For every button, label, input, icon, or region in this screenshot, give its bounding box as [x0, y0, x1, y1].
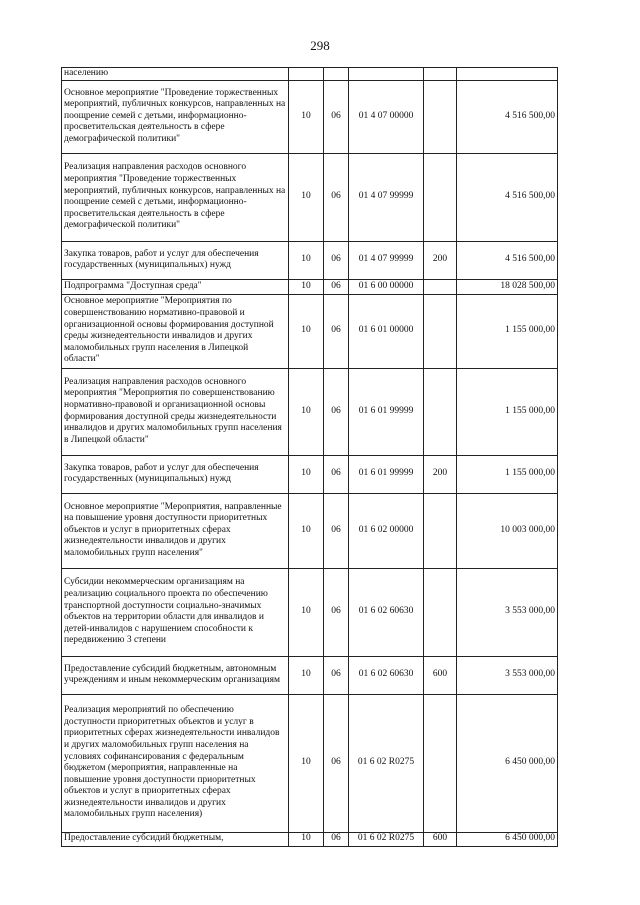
table-row	[62, 153, 558, 241]
row-expense-type	[424, 694, 457, 832]
row-name: Основное мероприятие "Мероприятия по совершенствованию нормативно-правовой и организационной основы формирования доступной среды жизнедеятельности инвалидов и других маломобильных групп населения в Липецкой области"	[62, 294, 289, 368]
row-expense-type	[424, 279, 457, 294]
row-name: Основное мероприятие "Мероприятия, направленные на повышение уровня доступности приоритетных объектов и услуг в приоритетных сферах жизнедеятельности инвалидов и других маломобильных групп населения"	[62, 493, 289, 568]
row-target-code: 01 4 07 99999	[349, 241, 424, 279]
table-row	[62, 455, 558, 493]
page-number: 298	[310, 38, 330, 53]
row-target-code: 01 6 00 00000	[349, 279, 424, 294]
row-subsection: 06	[324, 455, 349, 493]
row-target-code: 01 4 07 99999	[349, 153, 424, 241]
row-expense-type: 200	[424, 241, 457, 279]
row-target-code: 01 6 02 60630	[349, 568, 424, 656]
row-target-code: 01 6 01 99999	[349, 455, 424, 493]
row-subsection: 06	[324, 493, 349, 568]
table-row	[62, 80, 558, 153]
row-section: 10	[289, 294, 324, 368]
row-target-code	[349, 68, 424, 81]
row-subsection: 06	[324, 368, 349, 455]
row-expense-type	[424, 568, 457, 656]
row-subsection	[324, 68, 349, 81]
row-target-code: 01 6 02 00000	[349, 493, 424, 568]
row-subsection: 06	[324, 694, 349, 832]
row-subsection: 06	[324, 241, 349, 279]
row-expense-type	[424, 68, 457, 81]
row-name: Закупка товаров, работ и услуг для обеспечения государственных (муниципальных) нужд	[62, 455, 289, 493]
row-section: 10	[289, 694, 324, 832]
row-amount: 3 553 000,00	[457, 568, 558, 656]
row-section: 10	[289, 153, 324, 241]
row-subsection: 06	[324, 153, 349, 241]
row-section: 10	[289, 241, 324, 279]
table-row	[62, 279, 558, 294]
row-amount: 4 516 500,00	[457, 153, 558, 241]
row-section: 10	[289, 368, 324, 455]
row-expense-type: 200	[424, 455, 457, 493]
row-section: 10	[289, 455, 324, 493]
row-name: Основное мероприятие "Проведение торжественных мероприятий, публичных конкурсов, направленных на поощрение семей с детьми, информационно-просветительская деятельность в сфере демографической политики"	[62, 80, 289, 153]
row-expense-type	[424, 368, 457, 455]
row-amount: 10 003 000,00	[457, 493, 558, 568]
row-name: Реализация мероприятий по обеспечению доступности приоритетных объектов и услуг в приоритетных сферах жизнедеятельности инвалидов и других маломобильных групп населения на условиях софинансирования с федеральным бюджетом (мероприятия, направленные на повышение уровня доступности приоритетных объектов и услуг в приоритетных сферах жизнедеятельности инвалидов и других маломобильных групп населения)	[62, 694, 289, 832]
row-target-code: 01 6 02 R0275	[349, 832, 424, 846]
table-row	[62, 694, 558, 832]
row-amount: 1 155 000,00	[457, 294, 558, 368]
row-subsection: 06	[324, 294, 349, 368]
row-target-code: 01 6 01 99999	[349, 368, 424, 455]
row-subsection: 06	[324, 279, 349, 294]
row-expense-type	[424, 80, 457, 153]
row-amount: 6 450 000,00	[457, 832, 558, 846]
row-subsection: 06	[324, 832, 349, 846]
table-row	[62, 568, 558, 656]
table-row	[62, 656, 558, 694]
row-section: 10	[289, 656, 324, 694]
row-name: Предоставление субсидий бюджетным,	[62, 832, 289, 846]
row-name: Субсидии некоммерческим организациям на реализацию социального проекта по обеспечению транспортной доступности социально-значимых объектов на территории области для инвалидов и детей-инвалидов с нарушением способности к передвижению 3 степени	[62, 568, 289, 656]
budget-table	[61, 67, 558, 847]
row-section	[289, 68, 324, 81]
row-expense-type: 600	[424, 656, 457, 694]
row-section: 10	[289, 493, 324, 568]
row-target-code: 01 6 01 00000	[349, 294, 424, 368]
row-amount	[457, 68, 558, 81]
table-row	[62, 68, 558, 81]
row-amount: 1 155 000,00	[457, 368, 558, 455]
row-amount: 18 028 500,00	[457, 279, 558, 294]
row-amount: 6 450 000,00	[457, 694, 558, 832]
row-amount: 4 516 500,00	[457, 241, 558, 279]
row-amount: 1 155 000,00	[457, 455, 558, 493]
row-name: Реализация направления расходов основного мероприятия "Мероприятия по совершенствованию нормативно-правовой и организационной основы формирования доступной среды жизнедеятельности инвалидов и других маломобильных групп населения в Липецкой области"	[62, 368, 289, 455]
row-subsection: 06	[324, 80, 349, 153]
row-name: Подпрограмма "Доступная среда"	[62, 279, 289, 294]
row-expense-type	[424, 153, 457, 241]
row-section: 10	[289, 80, 324, 153]
row-name: Закупка товаров, работ и услуг для обеспечения государственных (муниципальных) нужд	[62, 241, 289, 279]
row-amount: 4 516 500,00	[457, 80, 558, 153]
row-section: 10	[289, 832, 324, 846]
row-name: Предоставление субсидий бюджетным, автономным учреждениям и иным некоммерческим организациям	[62, 656, 289, 694]
row-section: 10	[289, 279, 324, 294]
row-expense-type	[424, 493, 457, 568]
row-target-code: 01 4 07 00000	[349, 80, 424, 153]
row-section: 10	[289, 568, 324, 656]
row-subsection: 06	[324, 568, 349, 656]
table-row	[62, 294, 558, 368]
row-expense-type	[424, 294, 457, 368]
row-expense-type: 600	[424, 832, 457, 846]
row-target-code: 01 6 02 R0275	[349, 694, 424, 832]
row-subsection: 06	[324, 656, 349, 694]
table-row	[62, 241, 558, 279]
row-amount: 3 553 000,00	[457, 656, 558, 694]
table-row	[62, 493, 558, 568]
table-row	[62, 368, 558, 455]
row-target-code: 01 6 02 60630	[349, 656, 424, 694]
row-name: населению	[62, 68, 289, 81]
table-row	[62, 832, 558, 846]
row-name: Реализация направления расходов основного мероприятия "Проведение торжественных мероприятий, публичных конкурсов, направленных на поощрение семей с детьми, информационно-просветительская деятельность в сфере демографической политики"	[62, 153, 289, 241]
